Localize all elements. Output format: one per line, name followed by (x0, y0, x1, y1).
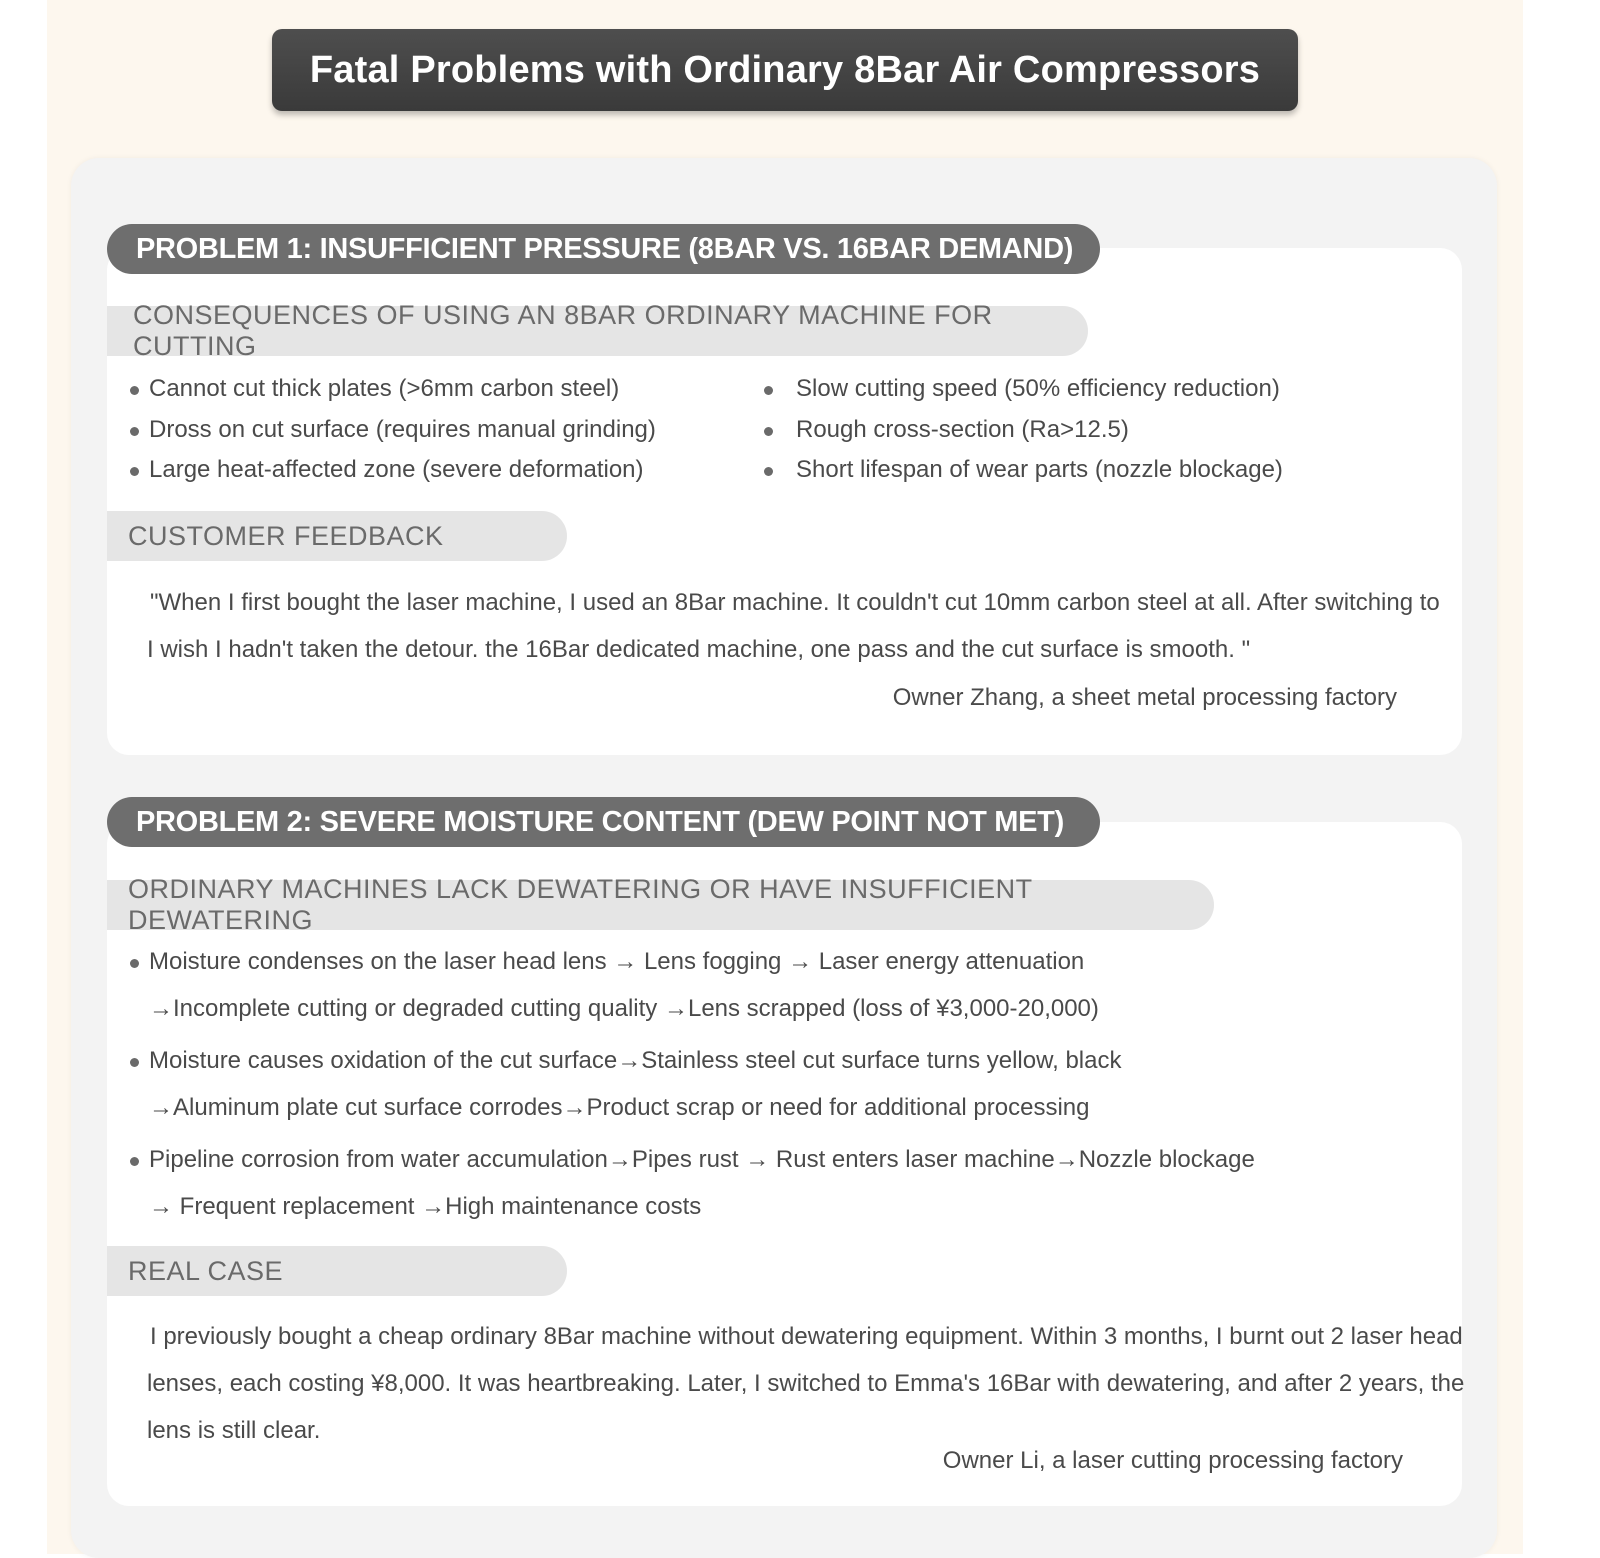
case-text: lenses, each costing ¥8,000. It was heartbreaking. Later, I switched to Emma's 16Bar with dewatering, and after 2 years, the (147, 1370, 1465, 1397)
list-item-continuation: → Frequent replacement →High maintenance costs (149, 1193, 702, 1220)
list-item: Slow cutting speed (50% efficiency reduction) (796, 375, 1280, 402)
case-heading: REAL CASE (107, 1246, 567, 1296)
list-item-continuation: →Aluminum plate cut surface corrodes→Product scrap or need for additional processing (149, 1094, 1090, 1121)
list-item: Moisture condenses on the laser head lens → Lens fogging → Laser energy attenuation (149, 948, 1085, 975)
list-item: Pipeline corrosion from water accumulation→Pipes rust → Rust enters laser machine→Nozzle blockage (149, 1146, 1255, 1173)
list-item: Short lifespan of wear parts (nozzle blockage) (796, 456, 1283, 483)
list-item: Cannot cut thick plates (>6mm carbon steel) (149, 375, 620, 402)
case-text: I previously bought a cheap ordinary 8Bar machine without dewatering equipment. Within 3 months, I burnt out 2 laser head (150, 1323, 1463, 1350)
problem1-heading: PROBLEM 1: INSUFFICIENT PRESSURE (8BAR VS. 16BAR DEMAND) (107, 224, 1100, 274)
feedback-text: "When I first bought the laser machine, I used an 8Bar machine. It couldn't cut 10mm carbon steel at all. After switching to (150, 589, 1440, 616)
page-title: Fatal Problems with Ordinary 8Bar Air Compressors (309, 48, 1261, 91)
list-item: Large heat-affected zone (severe deformation) (149, 456, 644, 483)
case-text: lens is still clear. (147, 1417, 321, 1444)
feedback-author: Owner Zhang, a sheet metal processing factory (892, 684, 1397, 711)
feedback-text: I wish I hadn't taken the detour. the 16Bar dedicated machine, one pass and the cut surface is smooth. " (147, 636, 1251, 663)
consequences-heading: CONSEQUENCES OF USING AN 8BAR ORDINARY MACHINE FOR CUTTING (107, 306, 1088, 356)
list-item: Rough cross-section (Ra>12.5) (796, 416, 1129, 443)
list-item: Dross on cut surface (requires manual grinding) (149, 416, 656, 443)
problem2-heading: PROBLEM 2: SEVERE MOISTURE CONTENT (DEW POINT NOT MET) (107, 797, 1100, 847)
dewatering-heading: ORDINARY MACHINES LACK DEWATERING OR HAVE INSUFFICIENT DEWATERING (107, 880, 1214, 930)
list-item-continuation: →Incomplete cutting or degraded cutting quality →Lens scrapped (loss of ¥3,000-20,000) (149, 995, 1099, 1022)
case-author: Owner Li, a laser cutting processing factory (942, 1447, 1403, 1474)
title-banner (272, 29, 1298, 111)
list-item: Moisture causes oxidation of the cut surface→Stainless steel cut surface turns yellow, black (149, 1047, 1122, 1074)
feedback-heading: CUSTOMER FEEDBACK (107, 511, 567, 561)
